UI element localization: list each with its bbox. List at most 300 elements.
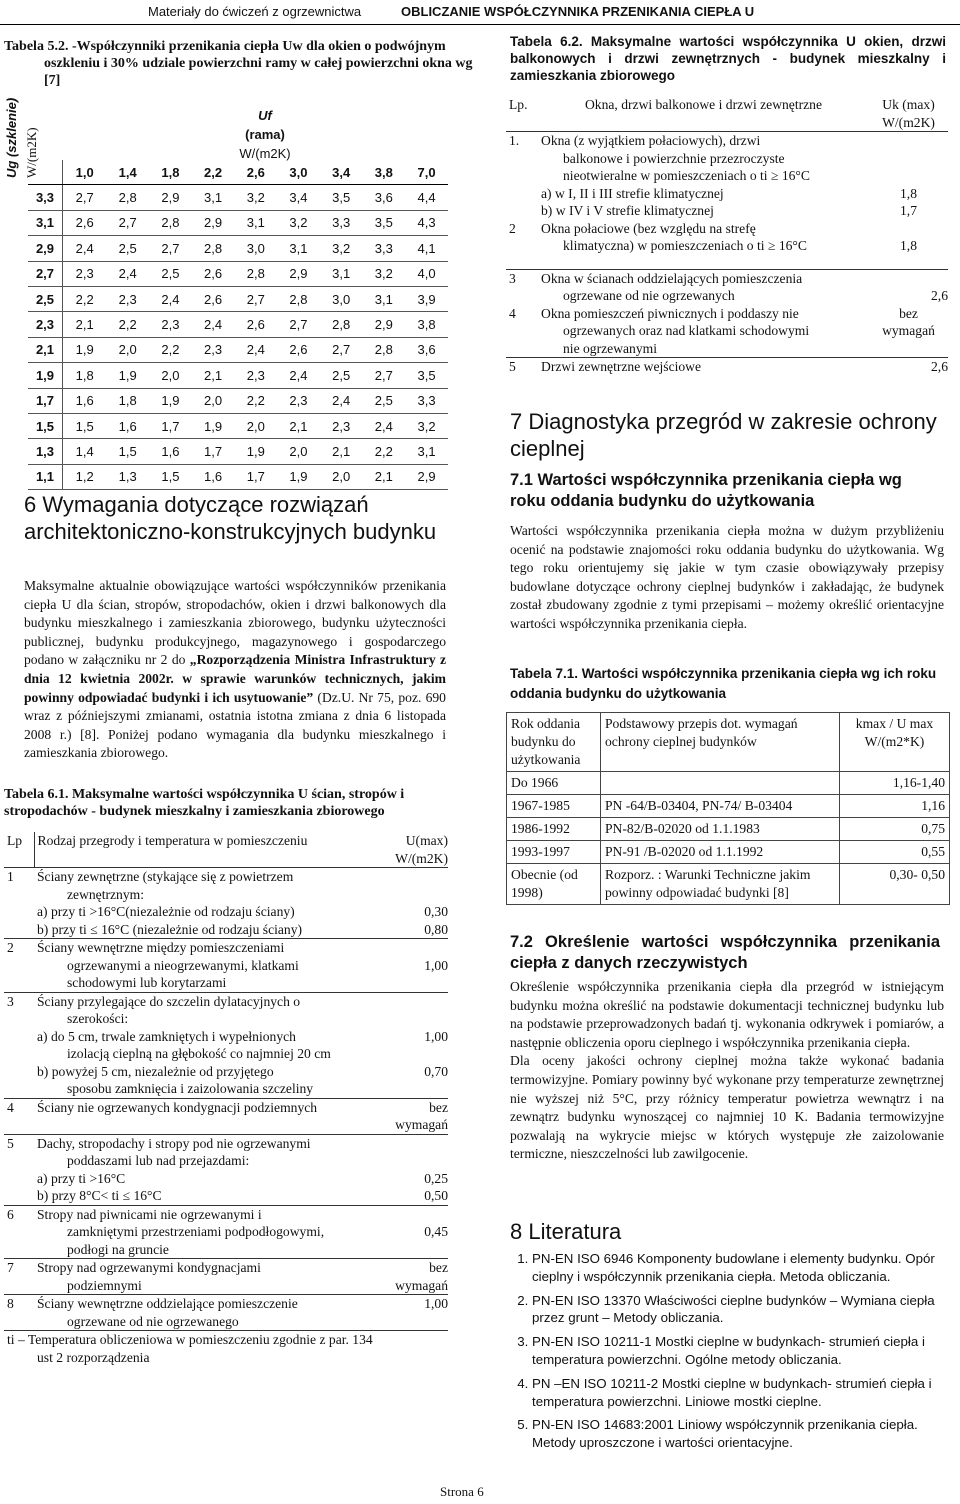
table71-row [507,772,950,795]
table71-row [507,795,950,818]
t61-r3-b2: sposobu zamknięcia i zaizolowania szczeliny [67,1081,314,1096]
uf-col: 2,6 [234,160,277,185]
ug-value: 1,7 [28,388,63,413]
t62-r1-t2: balkonowe i powierzchnie przezroczyste [563,150,785,166]
table71-row [507,818,950,841]
uw-value: 1,9 [106,363,149,388]
table52-caption: Tabela 5.2. -Współczynniki przenikania ciepła Uw dla okien o podwójnym oszkleniu i 30% udziale powierzchni ramy w całej powierzchni okna wg [7] [4,39,473,88]
t61-lp: 2 [4,939,34,993]
section71-paragraph: Wartości współczynnika przenikania ciepła można w dużym przybliżeniu ocenić na podstawie znajomości roku oddania budynku do użytkowania. Wg tego roku orientujemy się jakie w tym czasie obowiązywały przepisy budowlane dotyczące ochrony cieplnej budynków i zakładając, że budynek został zbudowany zgodnie z tymi przepisami – możemy określić orientacyjne wartości współczynnika przenikania ciepła. [510,523,944,631]
section72-paragraph-b: Dla oceny jakości ochrony cieplnej można także wykonać badania termowizyjne. Pomiary powinny być wykonane przy temperaturze zewnętrznej nie wyższej niż 5°C, przy różnicy temperatur powietrza wewnątrz i na zewnątrz budynku wynoszącej co najmniej 10 K. Badania termowizyjne pozwalają na wykrycie miejsc w których występuje złe zaizolowanie termiczne, nieszczelności lub zawilgocenie. [510,1053,944,1162]
t62-lp: 2 [509,220,516,236]
uw-value: 2,6 [192,261,235,286]
page-number: Strona 6 [440,1484,484,1499]
ug-value: 1,3 [28,439,63,464]
section6-text2: (Dz.U. Nr 75, poz. 690 wraz z późniejszymi zmianami, ostatnia istotna zmiana z dnia 6 listopada 2008 r.) [8]. Poniżej podano wymagania dla budynku mieszkalnego i zamieszkania zbiorowego. [24,689,446,761]
table62-row [506,220,948,270]
uw-value: 2,4 [106,261,149,286]
t62-r2-t2: klimatyczna) w pomieszczeniach o ti ≥ 16°C [563,238,807,253]
uf-label: Uf [258,108,272,123]
table71 [506,712,950,905]
uw-value: 2,9 [192,210,235,235]
uw-value: 3,1 [234,210,277,235]
table52-body [28,185,448,490]
t61-lp: 6 [4,1205,34,1259]
ug-value: 3,3 [28,185,63,210]
t61-r5-b: b) przy 8°C< ti ≤ 16°C [37,1188,162,1203]
table52-row [28,185,448,210]
t62-r4-t: Okna pomieszczeń piwnicznych i poddaszy nie [541,305,799,321]
table52-row [28,363,448,388]
uw-value: 1,5 [149,464,192,489]
uw-value: 3,1 [277,236,320,261]
t61-note-2: ust 2 rozporządzenia [37,1349,150,1365]
uw-value: 1,6 [149,439,192,464]
uw-value: 1,3 [106,464,149,489]
t62-r3-v: 2,6 [931,288,948,303]
t61-h-u1: U(max) [405,833,448,848]
uf-header [200,106,330,163]
uw-value: 3,1 [192,185,235,210]
uw-value: 3,2 [277,210,320,235]
uw-value: 2,0 [192,388,235,413]
uf-col: 2,2 [192,160,235,185]
table62 [506,96,948,376]
reference-item: 5. PN-EN ISO 14683:2001 Liniowy współczynnik przenikania ciepła. Metody uproszczone i wartości orientacyjne. [532,1416,946,1452]
uw-value: 2,4 [192,312,235,337]
t62-r2-t: Okna połaciowe (bez względu na strefę [541,220,756,236]
t71-rule: PN -64/B-03404, PN-74/ B-03404 [601,795,840,818]
table62-row [506,358,948,376]
t61-val [374,992,448,1098]
uw-value: 3,5 [363,210,406,235]
t61-r1-t2: zewnętrznym: [67,886,144,902]
uw-value: 1,9 [234,439,277,464]
t71-rule [601,772,840,795]
table61-row [4,1259,448,1295]
t61-r1-t: Ściany zewnętrzne (stykające się z powietrzem [37,869,294,884]
t61-r1-av: 0,30 [424,904,448,919]
uw-value: 3,2 [320,236,363,261]
reference-item: 1. PN-EN ISO 6946 Komponenty budowlane i elementy budynku. Opór cieplny i współczynnik przenikania ciepła. Metoda obliczania. [532,1250,946,1286]
t62-desc [538,132,866,220]
header-rule [0,24,960,25]
t61-desc [34,1259,374,1295]
uw-value: 2,8 [234,261,277,286]
t62-r3-t2: ogrzewane od nie ogrzewanych [563,288,735,303]
t61-r3-a: a) do 5 cm, trwale zamkniętych i wypełnionych [37,1028,296,1044]
section72-heading: 7.2 Określenie wartości współczynnika przenikania ciepła z danych rzeczywistych [510,933,940,972]
uw-value: 4,3 [405,210,448,235]
ug-value: 2,9 [28,236,63,261]
uw-value: 2,4 [320,388,363,413]
t62-r1-a: a) w I, II i III strefie klimatycznej [541,185,724,201]
t61-lp: 7 [4,1259,34,1295]
t61-desc [34,1134,374,1205]
t62-desc [538,220,866,270]
t61-r3-b: b) powyżej 5 cm, niezależnie od przyjętego [37,1063,274,1079]
uw-value: 2,7 [234,286,277,311]
reference-item: 4. PN –EN ISO 10211-2 Mostki cieplne w budynkach- strumień ciepła i temperatura powierzchni. Liniowe mostki cieplne. [532,1375,946,1411]
table61-row [4,1098,448,1134]
uf-col: 3,8 [363,160,406,185]
uw-value: 4,4 [405,185,448,210]
uw-value: 2,1 [192,363,235,388]
t62-val [866,269,948,305]
t61-r5-a: a) przy ti >16°C [37,1170,126,1186]
t61-r5-t2: poddaszami lub nad przejazdami: [67,1153,250,1168]
t62-r4-v2: wymagań [882,323,935,338]
references-list [510,1250,946,1452]
uw-value: 2,3 [106,286,149,311]
ug-value: 2,1 [28,337,63,362]
uf-col: 1,8 [149,160,192,185]
t62-desc [538,305,866,358]
t61-note-1: ti – Temperatura obliczeniowa w pomieszczeniu zgodnie z par. 134 [7,1332,373,1347]
t61-lp: 1 [4,868,34,939]
header-right: OBLICZANIE WSPÓŁCZYNNIKA PRZENIKANIA CIEPŁA U [401,4,755,19]
t61-r3-av: 1,00 [424,1028,448,1044]
uw-value: 1,6 [106,413,149,438]
uw-value: 2,3 [192,337,235,362]
uw-value: 1,9 [63,337,107,362]
uw-value: 2,0 [277,439,320,464]
uw-value: 2,2 [234,388,277,413]
uw-value: 2,2 [363,439,406,464]
uw-value: 1,5 [106,439,149,464]
table62-row [506,132,948,220]
uw-value: 1,7 [192,439,235,464]
uf-sub: (rama) [245,127,285,142]
table52-row [28,337,448,362]
table71-body [507,772,950,905]
uf-unit: W/(m2K) [239,146,291,161]
t71-rule: PN-91 /B-02020 od 1.1.1992 [601,841,840,864]
uw-value: 1,2 [63,464,107,489]
t61-r5-av: 0,25 [424,1170,448,1186]
section71-heading: 7.1 Wartości współczynnika przenikania ciepła wg roku oddania budynku do użytkowania [510,471,902,510]
uw-value: 3,1 [405,439,448,464]
uw-value: 3,3 [363,236,406,261]
ug-value: 1,1 [28,464,63,489]
t61-h-u2: W/(m2K) [395,850,448,866]
t62-val [866,305,948,358]
t61-desc [34,868,374,939]
t62-r2-v: 1,8 [900,238,917,253]
uw-value: 3,2 [234,185,277,210]
t61-desc [34,992,374,1098]
uw-value: 2,8 [277,286,320,311]
uw-value: 2,4 [234,337,277,362]
uw-value: 3,2 [363,261,406,286]
uw-value: 2,2 [63,286,107,311]
uw-value: 2,4 [277,363,320,388]
uw-value: 3,5 [320,185,363,210]
t61-val [374,1205,448,1259]
uw-value: 2,0 [320,464,363,489]
t61-r4-v1: bez [429,1099,448,1115]
uw-value: 2,9 [405,464,448,489]
table52-header-row [28,160,448,185]
t62-lp: 5 [506,358,538,376]
uw-value: 2,6 [192,286,235,311]
header-left: Materiały do ćwiczeń z ogrzewnictwa [148,4,362,19]
uw-value: 4,0 [405,261,448,286]
uw-value: 2,5 [320,363,363,388]
t61-h-desc: Rodzaj przegrody i temperatura w pomieszczeniu [37,833,308,848]
uw-value: 2,0 [234,413,277,438]
table52-row [28,286,448,311]
uw-value: 2,1 [277,413,320,438]
t62-h-u2: W/(m2K) [882,114,935,130]
t61-r2-t: Ściany wewnętrzne między pomieszczeniami [37,940,285,955]
uw-value: 1,9 [149,388,192,413]
t62-h-u [866,96,948,132]
uw-value: 2,0 [149,363,192,388]
table52-row [28,439,448,464]
t61-r5-bv: 0,50 [424,1188,448,1203]
table62-row [506,269,948,305]
uw-value: 3,3 [320,210,363,235]
table52-row [28,261,448,286]
uw-value: 1,7 [149,413,192,438]
table52-row [28,312,448,337]
t62-lp: 1. [506,132,538,220]
table71-row [507,841,950,864]
table71-header [507,713,950,772]
t61-r7-t2: podziemnymi [67,1277,142,1293]
uw-value: 3,0 [234,236,277,261]
t62-r1-bv: 1,7 [900,203,917,218]
table62-row [506,305,948,358]
ug-unit: W/(m2K) [24,127,39,178]
t61-r1-bv: 0,80 [424,921,448,937]
uw-value: 2,2 [106,312,149,337]
t61-r2-v: 1,00 [424,957,448,973]
t61-r2-t3: schodowymi lub korytarzami [67,975,227,990]
uw-value: 2,6 [277,337,320,362]
t62-h-lp: Lp. [509,97,528,112]
table71-caption: Tabela 7.1. Wartości współczynnika przenikania ciepła wg ich roku oddania budynku do użytkowania [510,666,937,701]
t61-r6-v: 0,45 [424,1224,448,1239]
table61-row [4,868,448,939]
uw-value: 3,1 [363,286,406,311]
t62-h-desc: Okna, drzwi balkonowe i drzwi zewnętrzne [584,97,823,112]
t71-rule: Rozporz. : Warunki Techniczne jakim powinny odpowiadać budynki [8] [601,864,840,905]
t61-r5-t: Dachy, stropodachy i stropy pod nie ogrzewanymi [37,1135,311,1151]
t61-desc [34,939,374,993]
table52-row [28,413,448,438]
uw-value: 2,8 [363,337,406,362]
t62-r5-t: Drzwi zewnętrzne wejściowe [538,358,866,376]
t61-val [374,1295,448,1331]
uw-value: 2,8 [192,236,235,261]
uw-value: 2,7 [277,312,320,337]
t61-r3-t2: szerokości: [67,1011,129,1026]
t62-val [866,132,948,220]
ug-value: 1,5 [28,413,63,438]
table52-row [28,210,448,235]
table62-header [506,96,948,132]
t71-k: 0,75 [840,818,950,841]
t71-year: Do 1966 [507,772,601,795]
t62-desc [538,269,866,305]
t71-k: 0,55 [840,841,950,864]
table52 [28,160,448,490]
t71-k: 1,16 [840,795,950,818]
uw-value: 2,3 [234,363,277,388]
section7-heading: 7 Diagnostyka przegród w zakresie ochrony cieplnej [510,409,937,461]
table61-row [4,939,448,993]
section72-paragraph-a: Określenie współczynnika przenikania ciepła dla przegród w istniejącym budynku można określić na podstawie dokumentacji technicznej budynku lub na podstawie przeprowadzonych badań tj. wykonania odkrywek i pomiarów, a następnie obliczenia oporu cieplnego i współczynnika przenikania ciepła. [510,979,944,1050]
t62-r3-t: Okna w ścianach oddzielających pomieszczenia [541,270,803,286]
t61-r7-v1: bez [429,1260,448,1275]
table52-row [28,236,448,261]
ug-value: 2,5 [28,286,63,311]
uw-value: 2,2 [149,337,192,362]
t61-r3-t: Ściany przylegające do szczelin dylatacyjnych o [37,993,301,1009]
uw-value: 2,8 [106,185,149,210]
t62-r1-b: b) w IV i V strefie klimatycznej [541,203,714,218]
t61-lp: 4 [4,1098,34,1134]
t62-r5-v: 2,6 [866,358,948,376]
table52-row [28,464,448,489]
t62-r4-v1: bez [899,305,918,321]
table52-corner [28,160,63,185]
uw-value: 2,1 [320,439,363,464]
uw-value: 1,8 [63,363,107,388]
uw-value: 1,8 [106,388,149,413]
t61-val [374,1098,448,1134]
uw-value: 1,9 [192,413,235,438]
t71-k: 1,16-1,40 [840,772,950,795]
uw-value: 1,7 [234,464,277,489]
uw-value: 2,8 [149,210,192,235]
uw-value: 3,0 [320,286,363,311]
table71-row [507,864,950,905]
table61-header [4,832,448,868]
references [510,1250,946,1458]
section6-regulation: „Rozporządzenia Ministra Infrastruktury z dnia 12 kwietnia 2002r. w sprawie warunków technicznych, jakim powinny odpowiadać budynki i ich usytuowanie” [24,652,447,705]
uw-value: 3,5 [405,363,448,388]
t61-r7-t: Stropy nad ogrzewanymi kondygnacjami [37,1260,261,1275]
table61-row [4,992,448,1098]
t61-desc [34,1295,374,1331]
reference-item: 2. PN-EN ISO 13370 Właściwości cieplne budynków – Wymiana ciepła przez grunt – Metody obliczania. [532,1292,946,1328]
uw-value: 2,0 [106,337,149,362]
t61-r6-t2: zamkniętymi przestrzeniami podpodłogowymi, [67,1224,325,1239]
t61-lp: 8 [4,1295,34,1331]
uw-value: 3,3 [405,388,448,413]
uw-value: 2,4 [63,236,107,261]
t61-r1-b: b) przy ti ≤ 16°C (niezależnie od rodzaju ściany) [37,921,303,937]
uw-value: 2,5 [149,261,192,286]
table61-row [4,1295,448,1331]
uw-value: 2,7 [320,337,363,362]
uw-value: 3,1 [320,261,363,286]
uf-col: 3,0 [277,160,320,185]
uw-value: 2,9 [149,185,192,210]
table61-caption: Tabela 6.1. Maksymalne wartości współczynnika U ścian, stropów i stropodachów - budynek mieszkalny i zamieszkania zbiorowego [4,787,405,819]
uw-value: 1,6 [192,464,235,489]
t62-r1-av: 1,8 [900,185,917,201]
uw-value: 2,7 [106,210,149,235]
t71-year: 1967-1985 [507,795,601,818]
uf-col: 1,0 [63,160,107,185]
t61-r4-t: Ściany nie ogrzewanych kondygnacji podziemnych [34,1098,374,1134]
uw-value: 2,5 [106,236,149,261]
table62-caption: Tabela 6.2. Maksymalne wartości współczynnika U okien, drzwi balkonowych i drzwi zewnętrznych - budynek mieszkalny i zamieszkania zbiorowego [510,34,946,83]
table52-row [28,388,448,413]
uw-value: 1,9 [277,464,320,489]
ug-label: Ug (szklenie) [4,97,19,178]
uw-value: 2,5 [363,388,406,413]
t71-year: Obecnie (od 1998) [507,864,601,905]
uw-value: 2,9 [363,312,406,337]
t61-r8-t: Ściany wewnętrzne oddzielające pomieszczenie [37,1296,298,1311]
t71-h-k: kmax / U max W/(m2*K) [840,713,950,772]
uf-col: 7,0 [405,160,448,185]
t71-year: 1986-1992 [507,818,601,841]
uw-value: 2,7 [63,185,107,210]
uw-value: 3,2 [405,413,448,438]
reference-item: 3. PN-EN ISO 10211-1 Mostki cieplne w budynkach- strumień ciepła i temperatura powierzchni. Ogólne metody obliczania. [532,1333,946,1369]
uw-value: 1,5 [63,413,107,438]
uw-value: 3,9 [405,286,448,311]
t61-r3-bv: 0,70 [424,1063,448,1079]
t62-h-u1: Uk (max) [882,97,935,112]
uw-value: 2,6 [234,312,277,337]
ug-value: 1,9 [28,363,63,388]
t61-val [374,868,448,939]
section6-heading: 6 Wymagania dotyczące rozwiązań architektoniczno-konstrukcyjnych budynku [24,492,437,544]
uw-value: 1,6 [63,388,107,413]
t61-desc [34,1205,374,1259]
table61 [4,832,448,1366]
t61-r1-a: a) przy ti >16°C(niezależnie od rodzaju ściany) [37,904,295,919]
uw-value: 2,1 [63,312,107,337]
uw-value: 2,7 [363,363,406,388]
t61-val [374,939,448,993]
t61-r6-t3: podłogi na gruncie [67,1241,169,1257]
t62-r4-t2: ogrzewanych oraz nad klatkami schodowymi [563,323,810,338]
uw-value: 1,4 [63,439,107,464]
uw-value: 2,3 [320,413,363,438]
uw-value: 2,1 [363,464,406,489]
uw-value: 2,3 [149,312,192,337]
t62-lp: 3 [506,269,538,305]
ug-value: 2,7 [28,261,63,286]
t62-r4-t3: nie ogrzewanymi [563,340,657,356]
t61-h-lp: Lp [4,832,34,868]
table61-note-row [4,1331,448,1367]
uw-value: 2,9 [277,261,320,286]
t62-lp: 4 [509,305,516,321]
section6-text1: Maksymalne aktualnie obowiązujące wartości współczynników przenikania ciepła U dla ścian, stropów, stropodachów, okien i drzwi balkonowych dla budynku mieszkalnego i zamieszkania zbiorowego, budynku użyteczności publicznej, budynku produkcyjnego, magazynowego i gospodarczego podano w załączniku nr 2 do [24,578,446,668]
uw-value: 2,3 [63,261,107,286]
t61-r8-t2: ogrzewane od nie ogrzewanego [67,1313,239,1329]
t71-h-year: Rok oddania budynku do użytkowania [507,713,601,772]
t62-r1-t: Okna (z wyjątkiem połaciowych), drzwi [541,133,761,148]
t61-r6-t: Stropy nad piwnicami nie ogrzewanymi i [37,1206,262,1222]
uw-value: 3,8 [405,312,448,337]
uw-value: 2,8 [320,312,363,337]
t71-rule: PN-82/B-02020 od 1.1.1983 [601,818,840,841]
t61-val [374,1259,448,1295]
table61-row [4,1134,448,1205]
section8-heading: 8 Literatura [510,1219,622,1244]
t62-r1-t3: nieotwieralne w pomieszczeniach o ti ≥ 16°C [563,168,810,183]
